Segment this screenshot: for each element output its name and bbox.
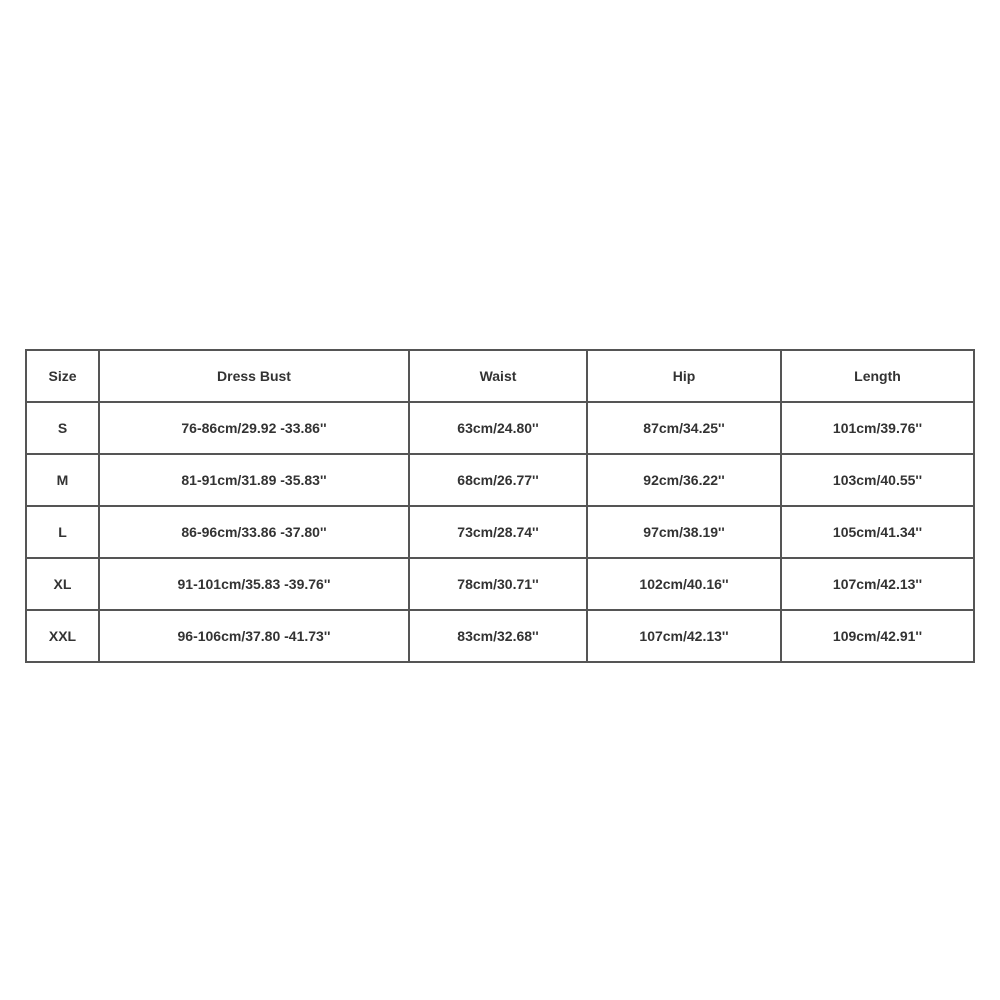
header-waist: Waist	[409, 350, 587, 402]
cell-size: XXL	[26, 610, 99, 662]
header-row	[26, 350, 974, 402]
header-length: Length	[781, 350, 974, 402]
cell-length: 105cm/41.34''	[781, 506, 974, 558]
cell-waist: 83cm/32.68''	[409, 610, 587, 662]
cell-dress-bust: 86-96cm/33.86 -37.80''	[99, 506, 409, 558]
header-dress-bust: Dress Bust	[99, 350, 409, 402]
cell-dress-bust: 81-91cm/31.89 -35.83''	[99, 454, 409, 506]
cell-size: S	[26, 402, 99, 454]
cell-waist: 73cm/28.74''	[409, 506, 587, 558]
cell-hip: 102cm/40.16''	[587, 558, 781, 610]
cell-length: 107cm/42.13''	[781, 558, 974, 610]
cell-size: M	[26, 454, 99, 506]
table-header	[26, 350, 974, 402]
cell-waist: 63cm/24.80''	[409, 402, 587, 454]
size-chart-table	[25, 349, 975, 663]
table-row	[26, 402, 974, 454]
table-row	[26, 506, 974, 558]
cell-length: 109cm/42.91''	[781, 610, 974, 662]
cell-size: L	[26, 506, 99, 558]
cell-length: 103cm/40.55''	[781, 454, 974, 506]
header-hip: Hip	[587, 350, 781, 402]
cell-hip: 92cm/36.22''	[587, 454, 781, 506]
cell-length: 101cm/39.76''	[781, 402, 974, 454]
table-row	[26, 454, 974, 506]
cell-dress-bust: 96-106cm/37.80 -41.73''	[99, 610, 409, 662]
header-size: Size	[26, 350, 99, 402]
cell-waist: 78cm/30.71''	[409, 558, 587, 610]
table-row	[26, 558, 974, 610]
cell-hip: 87cm/34.25''	[587, 402, 781, 454]
cell-size: XL	[26, 558, 99, 610]
cell-dress-bust: 76-86cm/29.92 -33.86''	[99, 402, 409, 454]
cell-hip: 107cm/42.13''	[587, 610, 781, 662]
cell-waist: 68cm/26.77''	[409, 454, 587, 506]
cell-hip: 97cm/38.19''	[587, 506, 781, 558]
table-body	[26, 402, 974, 662]
table-row	[26, 610, 974, 662]
cell-dress-bust: 91-101cm/35.83 -39.76''	[99, 558, 409, 610]
